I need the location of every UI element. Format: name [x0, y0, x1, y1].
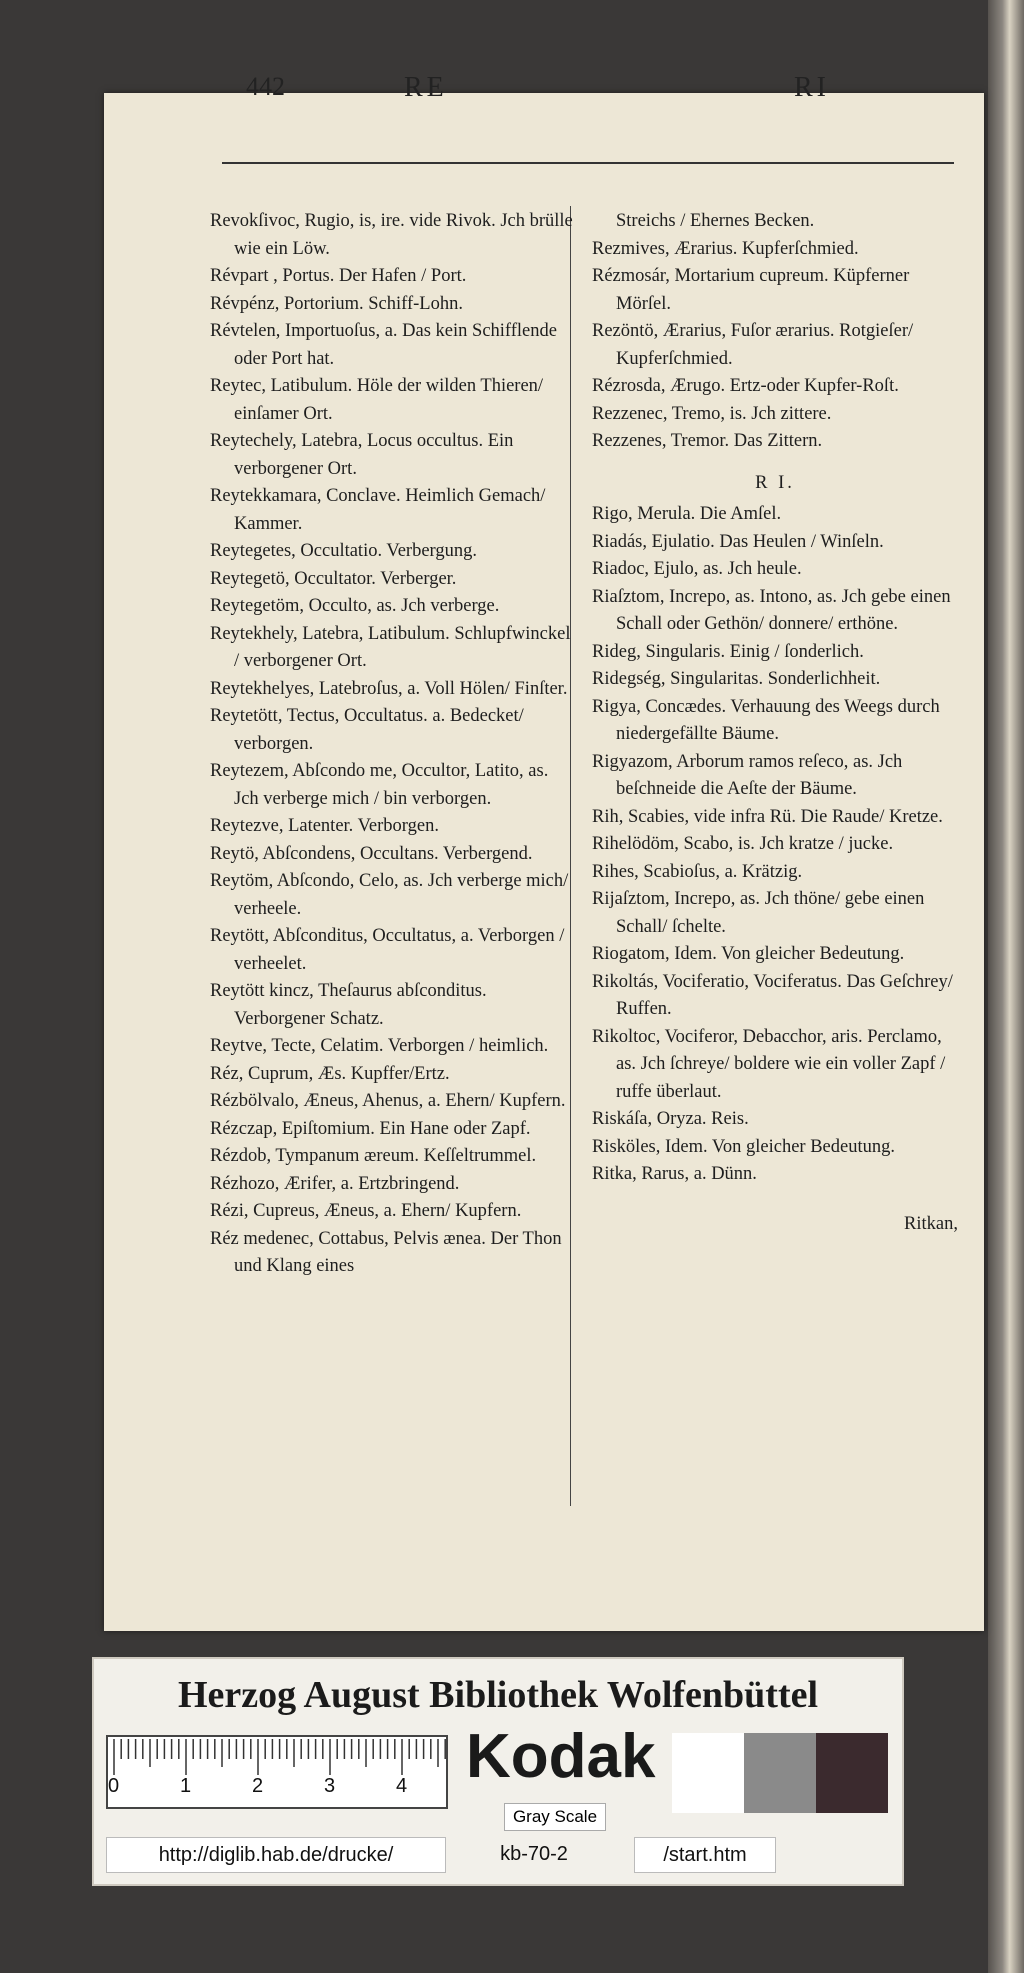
dictionary-entry: Rijaſztom, Increpo, as. Jch thöne/ gebe einen Schall/ ſchelte.: [592, 889, 925, 937]
dictionary-entry: Réz, Cuprum, Æs. Kupffer/Ertz.: [210, 1063, 450, 1084]
url-label: http://diglib.hab.de/drucke/: [106, 1837, 446, 1873]
dictionary-entry: Reytve, Tecte, Celatim. Verborgen / heimlich.: [210, 1036, 549, 1056]
dictionary-entry: Révtelen, Importuoſus, a. Das kein Schifflende oder Port hat.: [210, 321, 557, 369]
start-label: /start.htm: [634, 1837, 776, 1873]
ruler-number: 3: [324, 1775, 336, 1797]
dictionary-entry: Rézmosár, Mortarium cupreum. Küpferner Mörſel.: [592, 266, 910, 314]
color-target-card: [92, 1657, 904, 1886]
dictionary-entry: Reytezve, Latenter. Verborgen.: [210, 816, 439, 836]
dictionary-entry: Rézdob, Tympanum æreum. Keſſeltrummel.: [210, 1146, 537, 1166]
dictionary-entry: Reytechely, Latebra, Locus occultus. Ein verborgener Ort.: [210, 431, 514, 479]
dictionary-entry: Riskáſa, Oryza. Reis.: [592, 1109, 749, 1129]
left-column: [210, 208, 574, 1281]
dictionary-entry: Reytött, Abſconditus, Occultatus, a. Verborgen / verheelet.: [210, 926, 565, 974]
shelfmark-label: kb-70-2: [500, 1843, 568, 1865]
left-running-head: RE: [404, 72, 448, 103]
catchword: Ritkan,: [904, 1213, 958, 1234]
dictionary-entry: Reytekkamara, Conclave. Heimlich Gemach/ Kammer.: [210, 486, 546, 534]
dictionary-entry: Reytegetö, Occultator. Verberger.: [210, 568, 457, 589]
dictionary-entry: Reytött kincz, Theſaurus abſconditus. Verborgener Schatz.: [210, 981, 487, 1029]
dictionary-entry: Rezmives, Ærarius. Kupferſchmied.: [592, 238, 859, 259]
entries-re: [592, 236, 958, 456]
dictionary-entry: Rikoltoc, Vociferor, Debacchor, aris. Perclamo, as. Jch ſchreye/ boldere wie ein voller Zapf / ruffe überlaut.: [592, 1026, 946, 1102]
header-rule: [222, 162, 954, 164]
dictionary-entry: Rihelödöm, Scabo, is. Jch kratze / jucke.: [592, 834, 894, 854]
dictionary-entry: Rezöntö, Ærarius, Fuſor ærarius. Rotgieſer/ Kupferſchmied.: [592, 321, 914, 369]
dictionary-entry: Ritka, Rarus, a. Dünn.: [592, 1164, 757, 1184]
dictionary-entry: Rézrosda, Ærugo. Ertz-oder Kupfer-Roſt.: [592, 376, 899, 396]
dictionary-entry: Rezzenes, Tremor. Das Zittern.: [592, 431, 823, 451]
dictionary-entry: Reytetött, Tectus, Occultatus. a. Bedecket/ verborgen.: [210, 706, 524, 754]
dictionary-entry: Rézbölvalo, Æneus, Ahenus, a. Ehern/ Kupfern.: [210, 1091, 566, 1111]
dictionary-entry: Reytegetes, Occultatio. Verbergung.: [210, 541, 477, 561]
dictionary-entry: Rihes, Scabioſus, a. Krätzig.: [592, 861, 803, 882]
dictionary-entry: Rih, Scabies, vide infra Rü. Die Raude/ Kretze.: [592, 806, 943, 827]
dictionary-entry: Reytegetöm, Occulto, as. Jch verberge.: [210, 596, 500, 616]
ruler-number: 0: [108, 1775, 120, 1797]
library-title: Herzog August Bibliothek Wolfenbüttel: [177, 1674, 819, 1716]
dictionary-entry: Riogatom, Idem. Von gleicher Bedeutung.: [592, 944, 905, 964]
section-heading: R I.: [755, 472, 795, 493]
dictionary-entry: Reytöm, Abſcondo, Celo, as. Jch verberge mich/ verheele.: [210, 871, 569, 919]
dictionary-entry: Reytezem, Abſcondo me, Occultor, Latito, as. Jch verberge mich / bin verborgen.: [210, 761, 549, 809]
gray-patch: [744, 1733, 816, 1813]
dictionary-entry: Rigyazom, Arborum ramos reſeco, as. Jch beſchneide die Aeſte der Bäume.: [592, 751, 903, 799]
dictionary-entry: Rézi, Cupreus, Æneus, a. Ehern/ Kupfern.: [210, 1201, 522, 1221]
dictionary-entry: Rézhozo, Ærifer, a. Ertzbringend.: [210, 1173, 460, 1194]
ruler-number: 2: [252, 1775, 264, 1797]
right-running-head: RI: [794, 72, 830, 103]
continuation-line: Streichs / Ehernes Becken.: [616, 211, 815, 231]
ruler-ticks: [108, 1737, 446, 1777]
dictionary-entry: Reytekhelyes, Latebroſus, a. Voll Hölen/ Finſter.: [210, 678, 568, 699]
dictionary-entry: Reytö, Abſcondens, Occultans. Verbergend.: [210, 843, 533, 864]
dictionary-entry: Rigya, Concædes. Verhauung des Weegs durch niedergefällte Bäume.: [592, 696, 940, 744]
dictionary-entry: Rikoltás, Vociferatio, Vociferatus. Das Geſchrey/ Ruffen.: [592, 971, 953, 1019]
entries-ri: [592, 501, 958, 1189]
dictionary-entry: Revokſivoc, Rugio, is, ire. vide Rivok. Jch brülle wie ein Löw.: [210, 211, 573, 259]
dark-patch: [816, 1733, 888, 1813]
dictionary-entry: Rideg, Singularis. Einig / ſonderlich.: [592, 641, 864, 662]
dictionary-entry: Rezzenec, Tremo, is. Jch zittere.: [592, 403, 832, 424]
dictionary-entry: Riadoc, Ejulo, as. Jch heule.: [592, 559, 802, 579]
dictionary-entry: Réz medenec, Cottabus, Pelvis ænea. Der Thon und Klang eines: [210, 1228, 562, 1276]
dictionary-entry: Riaſztom, Increpo, as. Intono, as. Jch gebe einen Schall oder Gethön/ donnere/ erthöne.: [592, 586, 951, 634]
dictionary-entry: Riadás, Ejulatio. Das Heulen / Winſeln.: [592, 531, 884, 552]
dictionary-entry: Rézczap, Epiſtomium. Ein Hane oder Zapf.: [210, 1118, 531, 1139]
dictionary-entry: Rigo, Merula. Die Amſel.: [592, 504, 782, 524]
ruler-number: 4: [396, 1775, 408, 1797]
right-column: [592, 208, 958, 1238]
white-patch: [672, 1733, 744, 1813]
gray-scale-label: Gray Scale: [504, 1803, 606, 1831]
page-number: 442: [246, 72, 285, 101]
dictionary-entry: Ridegség, Singularitas. Sonderlichheit.: [592, 669, 881, 689]
dictionary-entry: Reytekhely, Latebra, Latibulum. Schlupfwinckel / verborgener Ort.: [210, 623, 571, 671]
dictionary-entry: Révpénz, Portorium. Schiff-Lohn.: [210, 293, 463, 314]
dictionary-entry: Révpart , Portus. Der Hafen / Port.: [210, 266, 467, 286]
ruler-number: 1: [180, 1775, 192, 1797]
running-header: [114, 72, 854, 112]
dictionary-entry: Risköles, Idem. Von gleicher Bedeutung.: [592, 1136, 895, 1157]
dictionary-entry: Reytec, Latibulum. Höle der wilden Thieren/ einſamer Ort.: [210, 376, 544, 424]
kodak-logo: Kodak: [466, 1722, 656, 1791]
